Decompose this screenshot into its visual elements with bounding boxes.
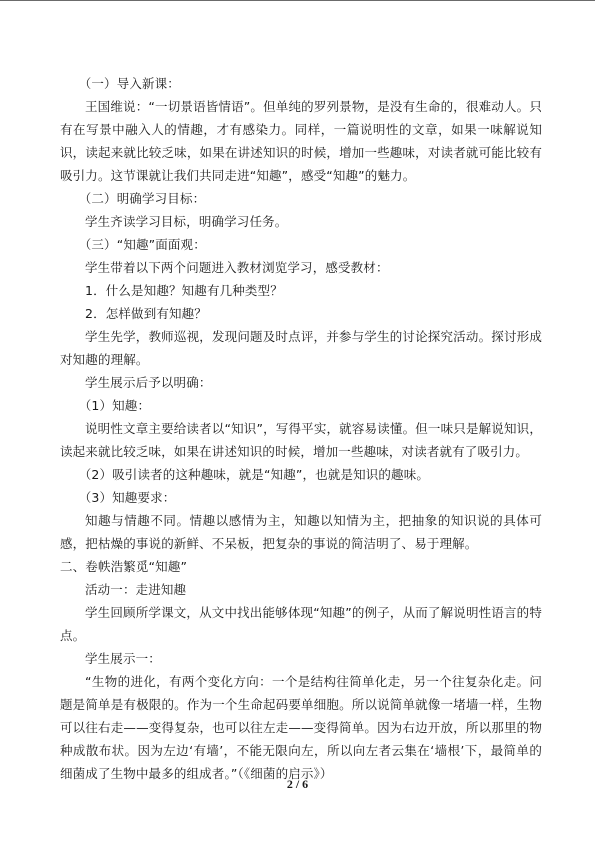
quote-bacteria: “生物的进化，有两个变化方向：一个是结构往简单化走，另一个往复杂化走。问题是简单是有极限的。作为一个生命起码要单细胞。所以说简单就像一堵墙一样，生物可以往右走——变得复杂，也可以往左走——变得简单。因为右边开放，所以那里的物种成散布状。因为左边‘有墙’，不能无限向左，所以向左者云集在‘墙根’下，最简单的细菌成了生物中最多的组成者。”（《细菌的启示》） <box>60 674 542 781</box>
question-2: 2．怎样做到有知趣？ <box>85 306 207 321</box>
paragraph-student-study: 学生先学，教师巡视，发现问题及时点评，并参与学生的讨论探究活动。探讨形成对知趣的理解。 <box>60 329 542 367</box>
page-number: 2 / 6 <box>286 777 309 791</box>
question-1: 1．什么是知趣？知趣有几种类型？ <box>85 283 283 298</box>
paragraph-goals: 学生齐读学习目标，明确学习任务。 <box>85 214 288 229</box>
section-heading-overview: （三）“知趣”面面观： <box>78 237 206 252</box>
paragraph-activity-one: 学生回顾所学课文，从文中找出能够体现“知趣”的例子，从而了解说明性语言的特点。 <box>60 605 542 643</box>
section-heading-intro: （一）导入新课： <box>78 76 180 91</box>
student-showcase-one: 学生展示一： <box>85 651 161 666</box>
section-heading-goals: （二）明确学习目标： <box>78 191 206 206</box>
paragraph-questions-intro: 学生带着以下两个问题进入教材浏览学习，感受教材： <box>85 260 389 275</box>
header-rule <box>0 0 595 1</box>
point-3-text: 知趣与情趣不同。情趣以感情为主，知趣以知情为主，把抽象的知识说的具体可感，把枯燥的事说的新鲜、不呆板，把复杂的事说的简洁明了、易于理解。 <box>60 513 542 551</box>
point-3-heading: （3）知趣要求： <box>78 490 176 505</box>
paragraph-intro: 王国维说：“一切景语皆情语”。但单纯的罗列景物，是没有生命的，很难动人。只有在写景中融入人的情趣，才有感染力。同样，一篇说明性的文章，如果一味解说知识，读起来就比较乏味，如果在讲述知识的时候，增加一些趣味，对读者就可能比较有吸引力。这节课就让我们共同走进“知趣”，感受“知趣”的魅力。 <box>60 99 542 183</box>
point-1-text: 说明性文章主要给读者以“知识”，写得平实，就容易读懂。但一味只是解说知识，读起来就比较乏味，如果在讲述知识的时候，增加一些趣味，对读者就有了吸引力。 <box>60 421 542 459</box>
activity-one-heading: 活动一：走进知趣 <box>85 582 187 597</box>
point-2-text: （2）吸引读者的这种趣味，就是“知趣”，也就是知识的趣味。 <box>78 467 430 482</box>
section-two-heading: 二、卷帙浩繁觅“知趣” <box>60 559 188 574</box>
document-body <box>60 72 542 785</box>
point-1-heading: （1）知趣： <box>78 398 151 413</box>
paragraph-clarify: 学生展示后予以明确： <box>85 375 212 390</box>
